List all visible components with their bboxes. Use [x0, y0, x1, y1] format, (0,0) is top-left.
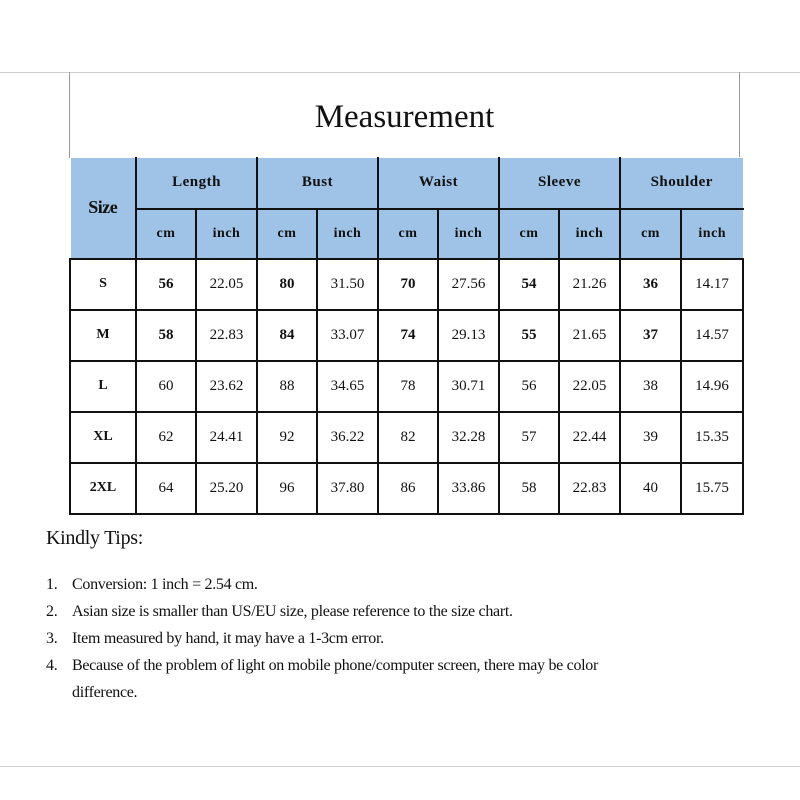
- tip-text: Because of the problem of light on mobile phone/computer screen, there may be color difference.: [72, 657, 599, 701]
- value-cell: 82: [378, 412, 438, 463]
- tip-number: 3.: [46, 630, 58, 647]
- table-row: [70, 310, 743, 361]
- unit-inch: inch: [196, 209, 257, 259]
- list-item: [46, 598, 746, 625]
- tip-text: Conversion: 1 inch = 2.54 cm.: [72, 576, 258, 593]
- value-cell: 38: [620, 361, 681, 412]
- value-cell: 92: [257, 412, 317, 463]
- size-cell: XL: [70, 412, 136, 463]
- value-cell: 74: [378, 310, 438, 361]
- value-cell: 60: [136, 361, 196, 412]
- value-cell: 30.71: [438, 361, 499, 412]
- value-cell: 14.96: [681, 361, 743, 412]
- value-cell: 14.57: [681, 310, 743, 361]
- table-row: [70, 361, 743, 412]
- value-cell: 56: [136, 259, 196, 310]
- value-cell: 22.05: [559, 361, 620, 412]
- value-cell: 27.56: [438, 259, 499, 310]
- value-cell: 58: [136, 310, 196, 361]
- value-cell: 22.83: [559, 463, 620, 514]
- tip-text: Item measured by hand, it may have a 1-3cm error.: [72, 630, 384, 647]
- value-cell: 31.50: [317, 259, 378, 310]
- list-item: [46, 625, 746, 652]
- unit-inch: inch: [681, 209, 743, 259]
- value-cell: 39: [620, 412, 681, 463]
- value-cell: 70: [378, 259, 438, 310]
- header-row-groups: [70, 158, 743, 209]
- table-row: [70, 259, 743, 310]
- value-cell: 96: [257, 463, 317, 514]
- unit-cm: cm: [136, 209, 196, 259]
- unit-cm: cm: [499, 209, 559, 259]
- value-cell: 15.75: [681, 463, 743, 514]
- unit-cm: cm: [378, 209, 438, 259]
- unit-inch: inch: [438, 209, 499, 259]
- value-cell: 22.44: [559, 412, 620, 463]
- value-cell: 57: [499, 412, 559, 463]
- value-cell: 80: [257, 259, 317, 310]
- size-cell: M: [70, 310, 136, 361]
- value-cell: 24.41: [196, 412, 257, 463]
- list-item: [46, 652, 746, 706]
- tip-number: 1.: [46, 576, 58, 593]
- value-cell: 33.86: [438, 463, 499, 514]
- tip-text: Asian size is smaller than US/EU size, please reference to the size chart.: [72, 603, 513, 620]
- value-cell: 34.65: [317, 361, 378, 412]
- value-cell: 37: [620, 310, 681, 361]
- value-cell: 84: [257, 310, 317, 361]
- table-row: [70, 463, 743, 514]
- value-cell: 14.17: [681, 259, 743, 310]
- list-item: [46, 571, 746, 598]
- unit-inch: inch: [317, 209, 378, 259]
- table-row: [70, 412, 743, 463]
- value-cell: 25.20: [196, 463, 257, 514]
- header-sleeve: Sleeve: [499, 158, 620, 209]
- value-cell: 40: [620, 463, 681, 514]
- header-row-units: [70, 209, 743, 259]
- size-cell: L: [70, 361, 136, 412]
- tip-number: 4.: [46, 657, 58, 674]
- unit-inch: inch: [559, 209, 620, 259]
- value-cell: 33.07: [317, 310, 378, 361]
- value-cell: 56: [499, 361, 559, 412]
- header-bust: Bust: [257, 158, 378, 209]
- value-cell: 15.35: [681, 412, 743, 463]
- header-length: Length: [136, 158, 257, 209]
- value-cell: 21.26: [559, 259, 620, 310]
- tips-title: Kindly Tips:: [46, 527, 144, 549]
- value-cell: 21.65: [559, 310, 620, 361]
- bottom-divider: [0, 766, 800, 767]
- value-cell: 23.62: [196, 361, 257, 412]
- title-box: [69, 72, 740, 158]
- value-cell: 86: [378, 463, 438, 514]
- kindly-tips: [46, 527, 746, 706]
- header-waist: Waist: [378, 158, 499, 209]
- value-cell: 32.28: [438, 412, 499, 463]
- size-cell: S: [70, 259, 136, 310]
- size-header: Size: [70, 158, 136, 259]
- size-cell: 2XL: [70, 463, 136, 514]
- value-cell: 29.13: [438, 310, 499, 361]
- page-title: Measurement: [314, 99, 495, 135]
- value-cell: 36.22: [317, 412, 378, 463]
- value-cell: 37.80: [317, 463, 378, 514]
- unit-cm: cm: [257, 209, 317, 259]
- value-cell: 36: [620, 259, 681, 310]
- size-chart-table: [69, 157, 744, 515]
- value-cell: 78: [378, 361, 438, 412]
- unit-cm: cm: [620, 209, 681, 259]
- tip-number: 2.: [46, 603, 58, 620]
- header-shoulder: Shoulder: [620, 158, 743, 209]
- value-cell: 62: [136, 412, 196, 463]
- value-cell: 54: [499, 259, 559, 310]
- value-cell: 55: [499, 310, 559, 361]
- value-cell: 22.05: [196, 259, 257, 310]
- value-cell: 88: [257, 361, 317, 412]
- value-cell: 58: [499, 463, 559, 514]
- value-cell: 64: [136, 463, 196, 514]
- tips-list: [46, 571, 746, 706]
- value-cell: 22.83: [196, 310, 257, 361]
